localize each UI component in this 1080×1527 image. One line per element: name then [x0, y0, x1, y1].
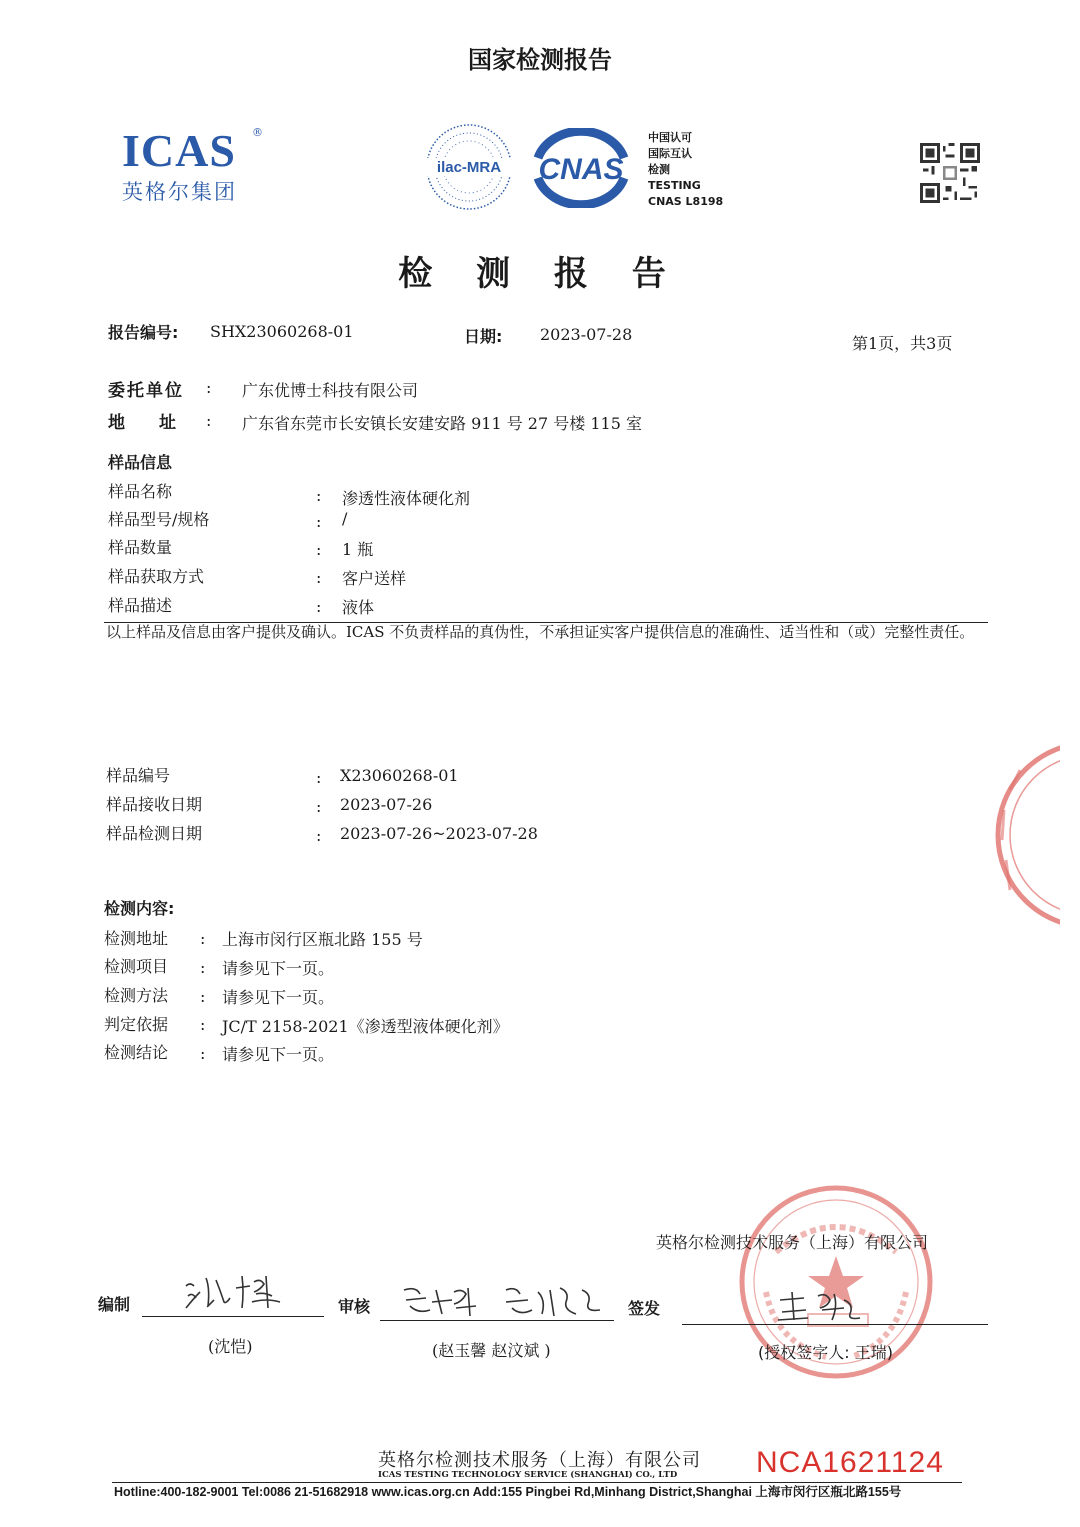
signature-line	[380, 1320, 614, 1321]
page-indicator: 第1页，共3页	[852, 334, 953, 353]
sample-info-label: 样品型号/规格	[108, 510, 210, 529]
issuing-company: 英格尔检测技术服务（上海）有限公司	[656, 1233, 929, 1252]
icas-logo-word: ICAS	[122, 125, 236, 176]
reviewer-signature	[396, 1280, 610, 1320]
colon: :	[200, 929, 206, 948]
authorized-signatory: (授权签字人: 王瑞)	[758, 1343, 893, 1362]
test-content-value: 请参见下一页。	[222, 1045, 335, 1064]
sample-info-value: 1 瓶	[342, 540, 374, 559]
cnas-line: 国际互认	[648, 147, 692, 160]
colon: :	[316, 512, 322, 531]
test-content-value: JC/T 2158-2021《渗透型液体硬化剂》	[222, 1017, 509, 1036]
compiled-label: 编制	[98, 1295, 131, 1314]
report-heading: 检 测 报 告	[398, 254, 682, 294]
sample-info-label: 样品获取方式	[108, 567, 205, 586]
sample-info-value: 液体	[342, 598, 375, 617]
cnas-line: 中国认可	[648, 131, 692, 144]
top-title: 国家检测报告	[468, 46, 612, 74]
date-label: 日期:	[464, 327, 503, 346]
colon: :	[316, 486, 322, 505]
sample-id-label: 样品接收日期	[106, 795, 203, 814]
compiler-name: (沈恺)	[208, 1337, 253, 1356]
sample-info-value: /	[342, 509, 348, 528]
sample-info-value: 客户送样	[342, 569, 407, 588]
cnas-line: 检测	[648, 163, 670, 176]
qr-code[interactable]	[920, 143, 980, 203]
cnas-line: CNAS L8198	[648, 195, 724, 208]
sample-id-label: 样品检测日期	[106, 824, 203, 843]
sample-id-value: 2023-07-26	[340, 795, 433, 814]
colon: :	[206, 411, 212, 430]
colon: :	[316, 826, 322, 845]
icas-logo	[122, 125, 263, 206]
cnas-logo	[528, 128, 634, 208]
client-unit-label: 委托单位	[108, 381, 184, 401]
test-content-heading: 检测内容:	[104, 899, 175, 918]
partial-seal-stamp	[980, 740, 1060, 930]
ilac-mra-logo	[424, 122, 514, 212]
colon: :	[200, 1044, 206, 1063]
signature-line	[682, 1324, 988, 1325]
test-content-value: 请参见下一页。	[222, 988, 335, 1007]
colon: :	[206, 378, 212, 397]
sample-info-label: 样品名称	[108, 482, 173, 501]
document-number: NCA1621124	[756, 1446, 944, 1479]
sample-info-label: 样品数量	[108, 538, 173, 557]
colon: :	[316, 540, 322, 559]
sample-id-value: X23060268-01	[340, 766, 459, 785]
report-date: 2023-07-28	[540, 325, 633, 344]
colon: :	[200, 987, 206, 1006]
test-content-value: 请参见下一页。	[222, 959, 335, 978]
footer-contact: Hotline:400-182-9001 Tel:0086 21-51682918 www.icas.org.cn Add:155 Pingbei Rd,Minhang District,Shanghai 上海市闵行区瓶北路155号	[114, 1485, 902, 1499]
client-unit: 广东优博士科技有限公司	[242, 381, 419, 400]
report-number-label: 报告编号:	[108, 323, 179, 342]
signature-line	[142, 1316, 324, 1317]
colon: :	[316, 568, 322, 587]
sample-info-heading: 样品信息	[108, 453, 173, 472]
report-number: SHX23060268-01	[210, 322, 354, 341]
icas-logo-chinese: 英格尔集团	[122, 180, 237, 204]
cnas-line: TESTING	[648, 179, 701, 192]
test-content-label: 检测方法	[104, 986, 169, 1005]
footer-company-en: ICAS TESTING TECHNOLOGY SERVICE (SHANGHAI) CO., LTD	[378, 1470, 678, 1480]
registered-mark: ®	[252, 126, 263, 139]
sample-info-label: 样品描述	[108, 596, 173, 615]
sample-id-label: 样品编号	[106, 766, 171, 785]
sample-info-value: 渗透性液体硬化剂	[342, 489, 471, 508]
test-content-label: 检测地址	[104, 929, 169, 948]
ilac-logo-text: ilac-MRA	[436, 159, 502, 176]
compiler-signature	[180, 1268, 290, 1312]
test-content-label: 检测结论	[104, 1043, 169, 1062]
test-content-label: 检测项目	[104, 957, 169, 976]
issuer-signature	[774, 1286, 870, 1326]
client-address-label: 地 址	[108, 413, 176, 433]
colon: :	[316, 768, 322, 787]
test-content-label: 判定依据	[104, 1015, 169, 1034]
test-content-value: 上海市闵行区瓶北路 155 号	[222, 930, 423, 949]
sample-disclaimer: 以上样品及信息由客户提供及确认。ICAS 不负责样品的真伪性，不承担证实客户提供信息的准确性、适当性和（或）完整性责任。	[106, 623, 975, 641]
reviewer-names: (赵玉馨 赵汶斌 )	[432, 1341, 551, 1360]
footer-company-cn: 英格尔检测技术服务（上海）有限公司	[378, 1450, 701, 1471]
review-label: 审核	[338, 1297, 371, 1316]
client-address: 广东省东莞市长安镇长安建安路 911 号 27 号楼 115 室	[242, 414, 642, 433]
colon: :	[316, 797, 322, 816]
sample-id-value: 2023-07-26~2023-07-28	[340, 824, 538, 843]
cnas-accreditation-text	[648, 130, 723, 210]
colon: :	[316, 597, 322, 616]
cnas-logo-text: CNAS	[538, 153, 624, 186]
colon: :	[200, 958, 206, 977]
colon: :	[200, 1015, 206, 1034]
issue-label: 签发	[628, 1299, 661, 1318]
